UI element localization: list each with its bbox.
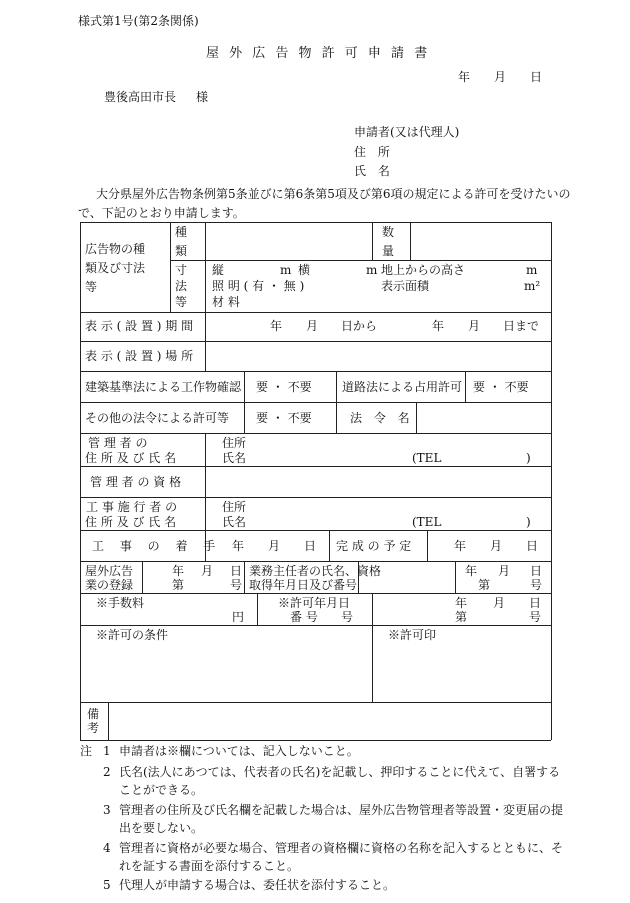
chief-no: 第 (478, 578, 491, 592)
chief-month: 月 (498, 564, 511, 578)
complete-month: 月 (490, 539, 503, 553)
permit-month: 月 (493, 596, 506, 610)
period-from: 日から (341, 319, 378, 333)
permit-date-label: ※許可年月日 (278, 596, 351, 610)
manager-label-2: 住 所 及 び 氏 名 (85, 451, 177, 465)
start-label: 工 事 の 着 手 (92, 539, 222, 553)
quantity-label-2: 量 (382, 244, 395, 258)
start-day: 日 (304, 539, 317, 553)
note-2-line-1: 氏名(法人にあつては、代表者の氏名)を記載し、押印することに代えて、自署する (119, 765, 561, 779)
note-4-line-1: 管理者に資格が必要な場合、管理者の資格欄に資格の名称を記入するとともに、そ (119, 841, 564, 855)
contractor-tel-close: ) (526, 515, 531, 529)
quantity-label-1: 数 (382, 225, 395, 239)
contractor-name-label: 氏名 (222, 515, 247, 529)
note-3-number: 3 (103, 803, 111, 817)
type-size-label-3: 等 (85, 280, 98, 294)
contractor-label-2: 住 所 及 び 氏 名 (85, 515, 177, 529)
type-size-label-2: 類及び寸法 (85, 261, 146, 275)
remarks-label-2: 考 (87, 721, 100, 735)
chief-year: 年 (465, 564, 478, 578)
vertical-label: 縦 (212, 263, 225, 277)
road-act-requirement: 要 ・ 不要 (473, 380, 529, 394)
manager-label-1: 管 理 者 の (88, 436, 148, 450)
building-act-label: 建築基準法による工作物確認 (85, 380, 242, 394)
name-label: 氏 名 (354, 164, 394, 178)
conditions-label: ※許可の条件 (96, 628, 169, 642)
notes-prefix: 注 (80, 744, 93, 758)
other-law-label: その他の法令による許可等 (85, 411, 230, 425)
note-1-number: 1 (103, 744, 111, 758)
unit-m-3: m (526, 263, 538, 277)
dims-label-2: 法 (175, 279, 188, 293)
seal-label: ※許可印 (388, 628, 437, 642)
page-title: 屋 外 広 告 物 許 可 申 請 書 (206, 46, 431, 61)
horizontal-label: 横 (298, 263, 311, 277)
note-3-line-1: 管理者の住所及び氏名欄を記載した場合は、屋外広告物管理者等設置・変更届の提 (119, 803, 564, 817)
place-label: 表 示 ( 設 置 ) 場 所 (85, 349, 194, 363)
period-label: 表 示 ( 設 置 ) 期 間 (85, 319, 194, 333)
permit-year: 年 (455, 596, 468, 610)
remarks-label-1: 備 (87, 707, 100, 721)
note-2-number: 2 (103, 765, 111, 779)
note-4-line-2: れを証する書面を添付すること。 (119, 859, 300, 873)
manager-tel-close: ) (526, 451, 531, 465)
complete-label: 完 成 の 予 定 (336, 539, 412, 553)
date-month: 月 (494, 70, 507, 84)
start-month: 月 (268, 539, 281, 553)
registration-year: 年 (172, 564, 185, 578)
other-law-requirement: 要 ・ 不要 (256, 411, 312, 425)
date-day: 日 (530, 70, 543, 84)
permit-go: 号 (529, 610, 542, 624)
display-area-label: 表示面積 (381, 279, 430, 293)
note-4-number: 4 (103, 841, 111, 855)
contractor-address-label: 住所 (222, 500, 247, 514)
building-act-requirement: 要 ・ 不要 (256, 380, 312, 394)
period-month-2: 月 (468, 319, 481, 333)
fee-unit: 円 (232, 610, 245, 624)
lighting-label: 照 明 ( 有 ・ 無 ) (212, 279, 305, 293)
note-1: 申請者は※欄については、記入しないこと。 (119, 744, 359, 758)
kind-label-1: 種 (175, 225, 188, 239)
type-size-label-1: 広告物の種 (85, 242, 146, 256)
permit-day: 日 (529, 596, 542, 610)
period-month-1: 月 (306, 319, 319, 333)
complete-year: 年 (454, 539, 467, 553)
address-label: 住 所 (354, 145, 394, 159)
start-year: 年 (232, 539, 245, 553)
intro-line-1: 大分県屋外広告物条例第5条並びに第6条第5項及び第6項の規定による許可を受けたいの (96, 187, 571, 201)
dims-label-1: 寸 (175, 263, 188, 277)
date-year: 年 (458, 70, 471, 84)
applicant-label: 申請者(又は代理人) (354, 125, 460, 139)
registration-label-1: 屋外広告 (85, 564, 134, 578)
manager-qualification-label: 管 理 者 の 資 格 (90, 475, 182, 489)
unit-m2: m² (524, 279, 541, 293)
permit-no: 第 (455, 610, 468, 624)
note-2-line-2: ことができる。 (119, 783, 204, 797)
chief-go: 号 (530, 578, 543, 592)
unit-m-1: m (280, 263, 292, 277)
intro-line-2: で、下記のとおり申請します。 (78, 206, 245, 220)
registration-go: 号 (230, 578, 243, 592)
unit-m-2: m (366, 263, 378, 277)
dims-label-3: 等 (175, 295, 188, 309)
height-from-ground-label: 地上からの高さ (381, 263, 466, 277)
contractor-tel-label: (TEL (412, 515, 442, 529)
road-act-label: 道路法による占用許可 (342, 380, 463, 394)
registration-label-2: 業の登録 (85, 578, 134, 592)
note-5: 代理人が申請する場合は、委任状を添付すること。 (119, 878, 396, 892)
honorific: 様 (196, 90, 209, 104)
permit-no-go-left: 号 (341, 610, 354, 624)
manager-name-label: 氏名 (222, 451, 247, 465)
permit-no-label: 番 号 (290, 610, 318, 624)
addressee: 豊後高田市長 (104, 90, 177, 104)
registration-no: 第 (172, 578, 185, 592)
kind-label-2: 類 (175, 244, 188, 258)
registration-day: 日 (230, 564, 243, 578)
note-5-number: 5 (103, 878, 111, 892)
contractor-label-1: 工 事 施 行 者 の (86, 500, 178, 514)
registration-month: 月 (201, 564, 214, 578)
chief-label-2: 取得年月日及び番号 (249, 578, 358, 592)
period-year-1: 年 (270, 319, 283, 333)
chief-label-1: 業務主任者の氏名、資格 (249, 564, 382, 578)
period-until: 日まで (503, 319, 540, 333)
note-3-line-2: 出を要しない。 (119, 821, 204, 835)
chief-day: 日 (530, 564, 543, 578)
fee-label: ※手数料 (96, 596, 145, 610)
period-year-2: 年 (432, 319, 445, 333)
form-number: 様式第1号(第2条関係) (78, 14, 199, 28)
law-name-label: 法 令 名 (350, 411, 414, 425)
complete-day: 日 (526, 539, 539, 553)
manager-tel-label: (TEL (412, 451, 442, 465)
material-label: 材 料 (212, 295, 240, 309)
manager-address-label: 住所 (222, 436, 247, 450)
